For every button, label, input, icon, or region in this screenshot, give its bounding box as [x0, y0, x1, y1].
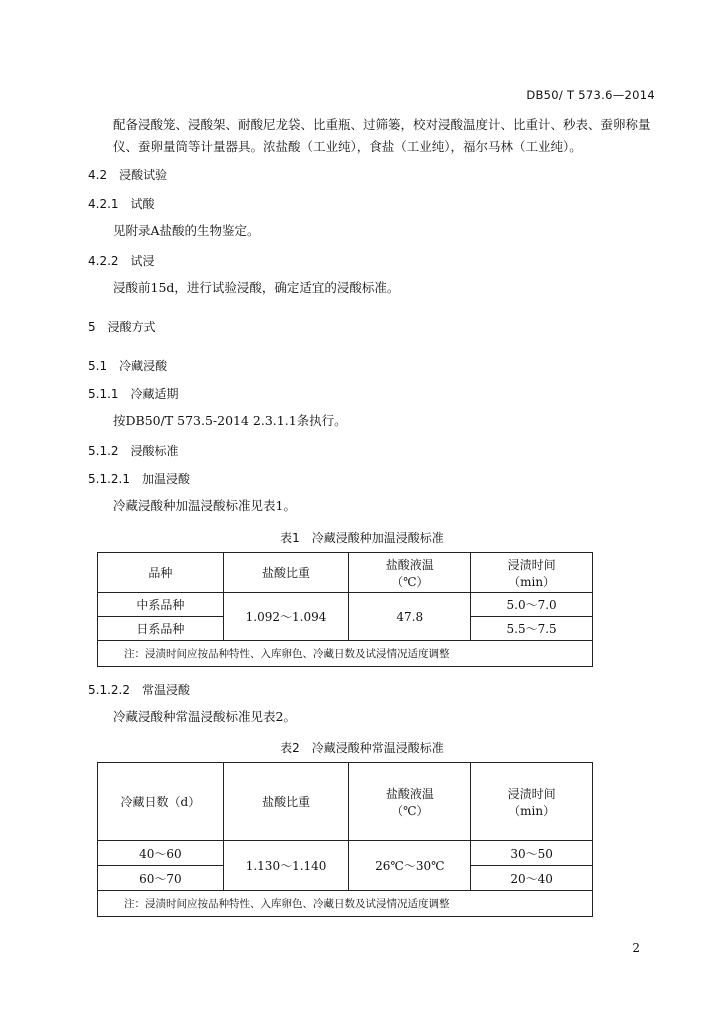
- table2-caption: 表2 冷藏浸酸种常温浸酸标准: [280, 741, 444, 755]
- table2-note: 注：浸渍时间应按品种特性、入库卵色、冷藏日数及试浸情况适度调整: [98, 891, 593, 917]
- table2-gravity: 1.130～1.140: [223, 841, 349, 891]
- table1-header-temp-label: 盐酸液温: [385, 557, 434, 572]
- table2-header-time: [471, 763, 593, 841]
- heading-number: 4.2.2: [88, 254, 119, 268]
- table2-row2-days: 60～70: [98, 866, 224, 891]
- heading-title: 常温浸酸: [141, 683, 190, 697]
- table1-row1-variety: 中系品种: [98, 593, 224, 617]
- table2-header-time-label: 浸渍时间: [507, 786, 556, 801]
- table1-header-time-unit: （min）: [508, 574, 556, 589]
- table1-gravity: 1.092～1.094: [223, 593, 349, 641]
- heading-number: 5: [88, 320, 96, 334]
- table1-note: 注：浸渍时间应按品种特性、入库卵色、冷藏日数及试浸情况适度调整: [98, 641, 593, 667]
- table1-caption: 表1 冷藏浸酸种加温浸酸标准: [280, 531, 444, 545]
- table1-row2-variety: 日系品种: [98, 617, 224, 641]
- table2-row2-time: 20～40: [471, 866, 593, 891]
- heading-title: 冷藏浸酸: [119, 359, 168, 373]
- table2-header-gravity: 盐酸比重: [223, 763, 349, 841]
- heading-title: 加温浸酸: [141, 472, 190, 486]
- heading-title: 浸酸标准: [130, 444, 179, 458]
- heading-title: 浸酸方式: [107, 320, 156, 334]
- table2: [97, 762, 593, 917]
- heading-number: 5.1: [88, 359, 108, 373]
- heading-5: [88, 318, 156, 335]
- table1-row2-time: 5.5～7.5: [471, 617, 593, 641]
- paragraph-5-1-2-2: 冷藏浸酸种常温浸酸标准见表2。: [113, 709, 296, 724]
- document-code: DB50/ T 573.6—2014: [526, 88, 655, 102]
- heading-number: 5.1.2: [88, 444, 119, 458]
- heading-number: 4.2: [88, 168, 108, 182]
- heading-5-1-2: [88, 442, 179, 459]
- table2-row1-time: 30～50: [471, 841, 593, 866]
- table1-header-variety: 品种: [98, 553, 224, 593]
- table2-header-days: 冷藏日数（d）: [98, 763, 224, 841]
- heading-number: 5.1.1: [88, 387, 119, 401]
- table1-header-time-label: 浸渍时间: [507, 557, 556, 572]
- heading-4-2-2: [88, 252, 155, 269]
- paragraph-5-1-2-1: 冷藏浸酸种加温浸酸标准见表1。: [113, 498, 296, 513]
- table2-header-time-unit: （min）: [508, 803, 556, 818]
- table1-temp: 47.8: [349, 593, 471, 641]
- heading-title: 冷藏适期: [130, 387, 179, 401]
- table1-header-temp-unit: （℃）: [391, 574, 429, 589]
- table2-header-temp-unit: （℃）: [391, 803, 429, 818]
- heading-5-1-2-2: [88, 681, 190, 698]
- heading-title: 试酸: [130, 197, 155, 211]
- page-number: 2: [632, 941, 640, 955]
- paragraph-5-1-1: 按DB50/T 573.5-2014 2.3.1.1条执行。: [113, 413, 347, 428]
- intro-paragraph: 配备浸酸笼、浸酸架、耐酸尼龙袋、比重瓶、过筛篓，校对浸酸温度计、比重计、秒表、蚕卵称量仪、蚕卵量筒等计量器具。浓盐酸（工业纯），食盐（工业纯），福尔马林（工业纯）。: [113, 117, 651, 154]
- heading-5-1: [88, 357, 167, 374]
- heading-title: 试浸: [130, 254, 155, 268]
- table1-header-gravity: 盐酸比重: [223, 553, 349, 593]
- heading-title: 浸酸试验: [119, 168, 168, 182]
- table2-header-temp: [349, 763, 471, 841]
- heading-4-2-1: [88, 195, 155, 212]
- paragraph-4-2-1: 见附录A盐酸的生物鉴定。: [113, 223, 260, 238]
- heading-4-2: [88, 166, 167, 183]
- table1: [97, 552, 593, 667]
- table2-header-temp-label: 盐酸液温: [385, 786, 434, 801]
- heading-number: 4.2.1: [88, 197, 119, 211]
- heading-number: 5.1.2.1: [88, 472, 130, 486]
- heading-5-1-2-1: [88, 470, 190, 487]
- table1-header-temp: [349, 553, 471, 593]
- table2-temp: 26℃～30℃: [349, 841, 471, 891]
- table1-header-time: [471, 553, 593, 593]
- paragraph-4-2-2: 浸酸前15d，进行试验浸酸，确定适宜的浸酸标准。: [113, 280, 400, 295]
- table1-row1-time: 5.0～7.0: [471, 593, 593, 617]
- heading-5-1-1: [88, 385, 179, 402]
- table2-row1-days: 40～60: [98, 841, 224, 866]
- heading-number: 5.1.2.2: [88, 683, 130, 697]
